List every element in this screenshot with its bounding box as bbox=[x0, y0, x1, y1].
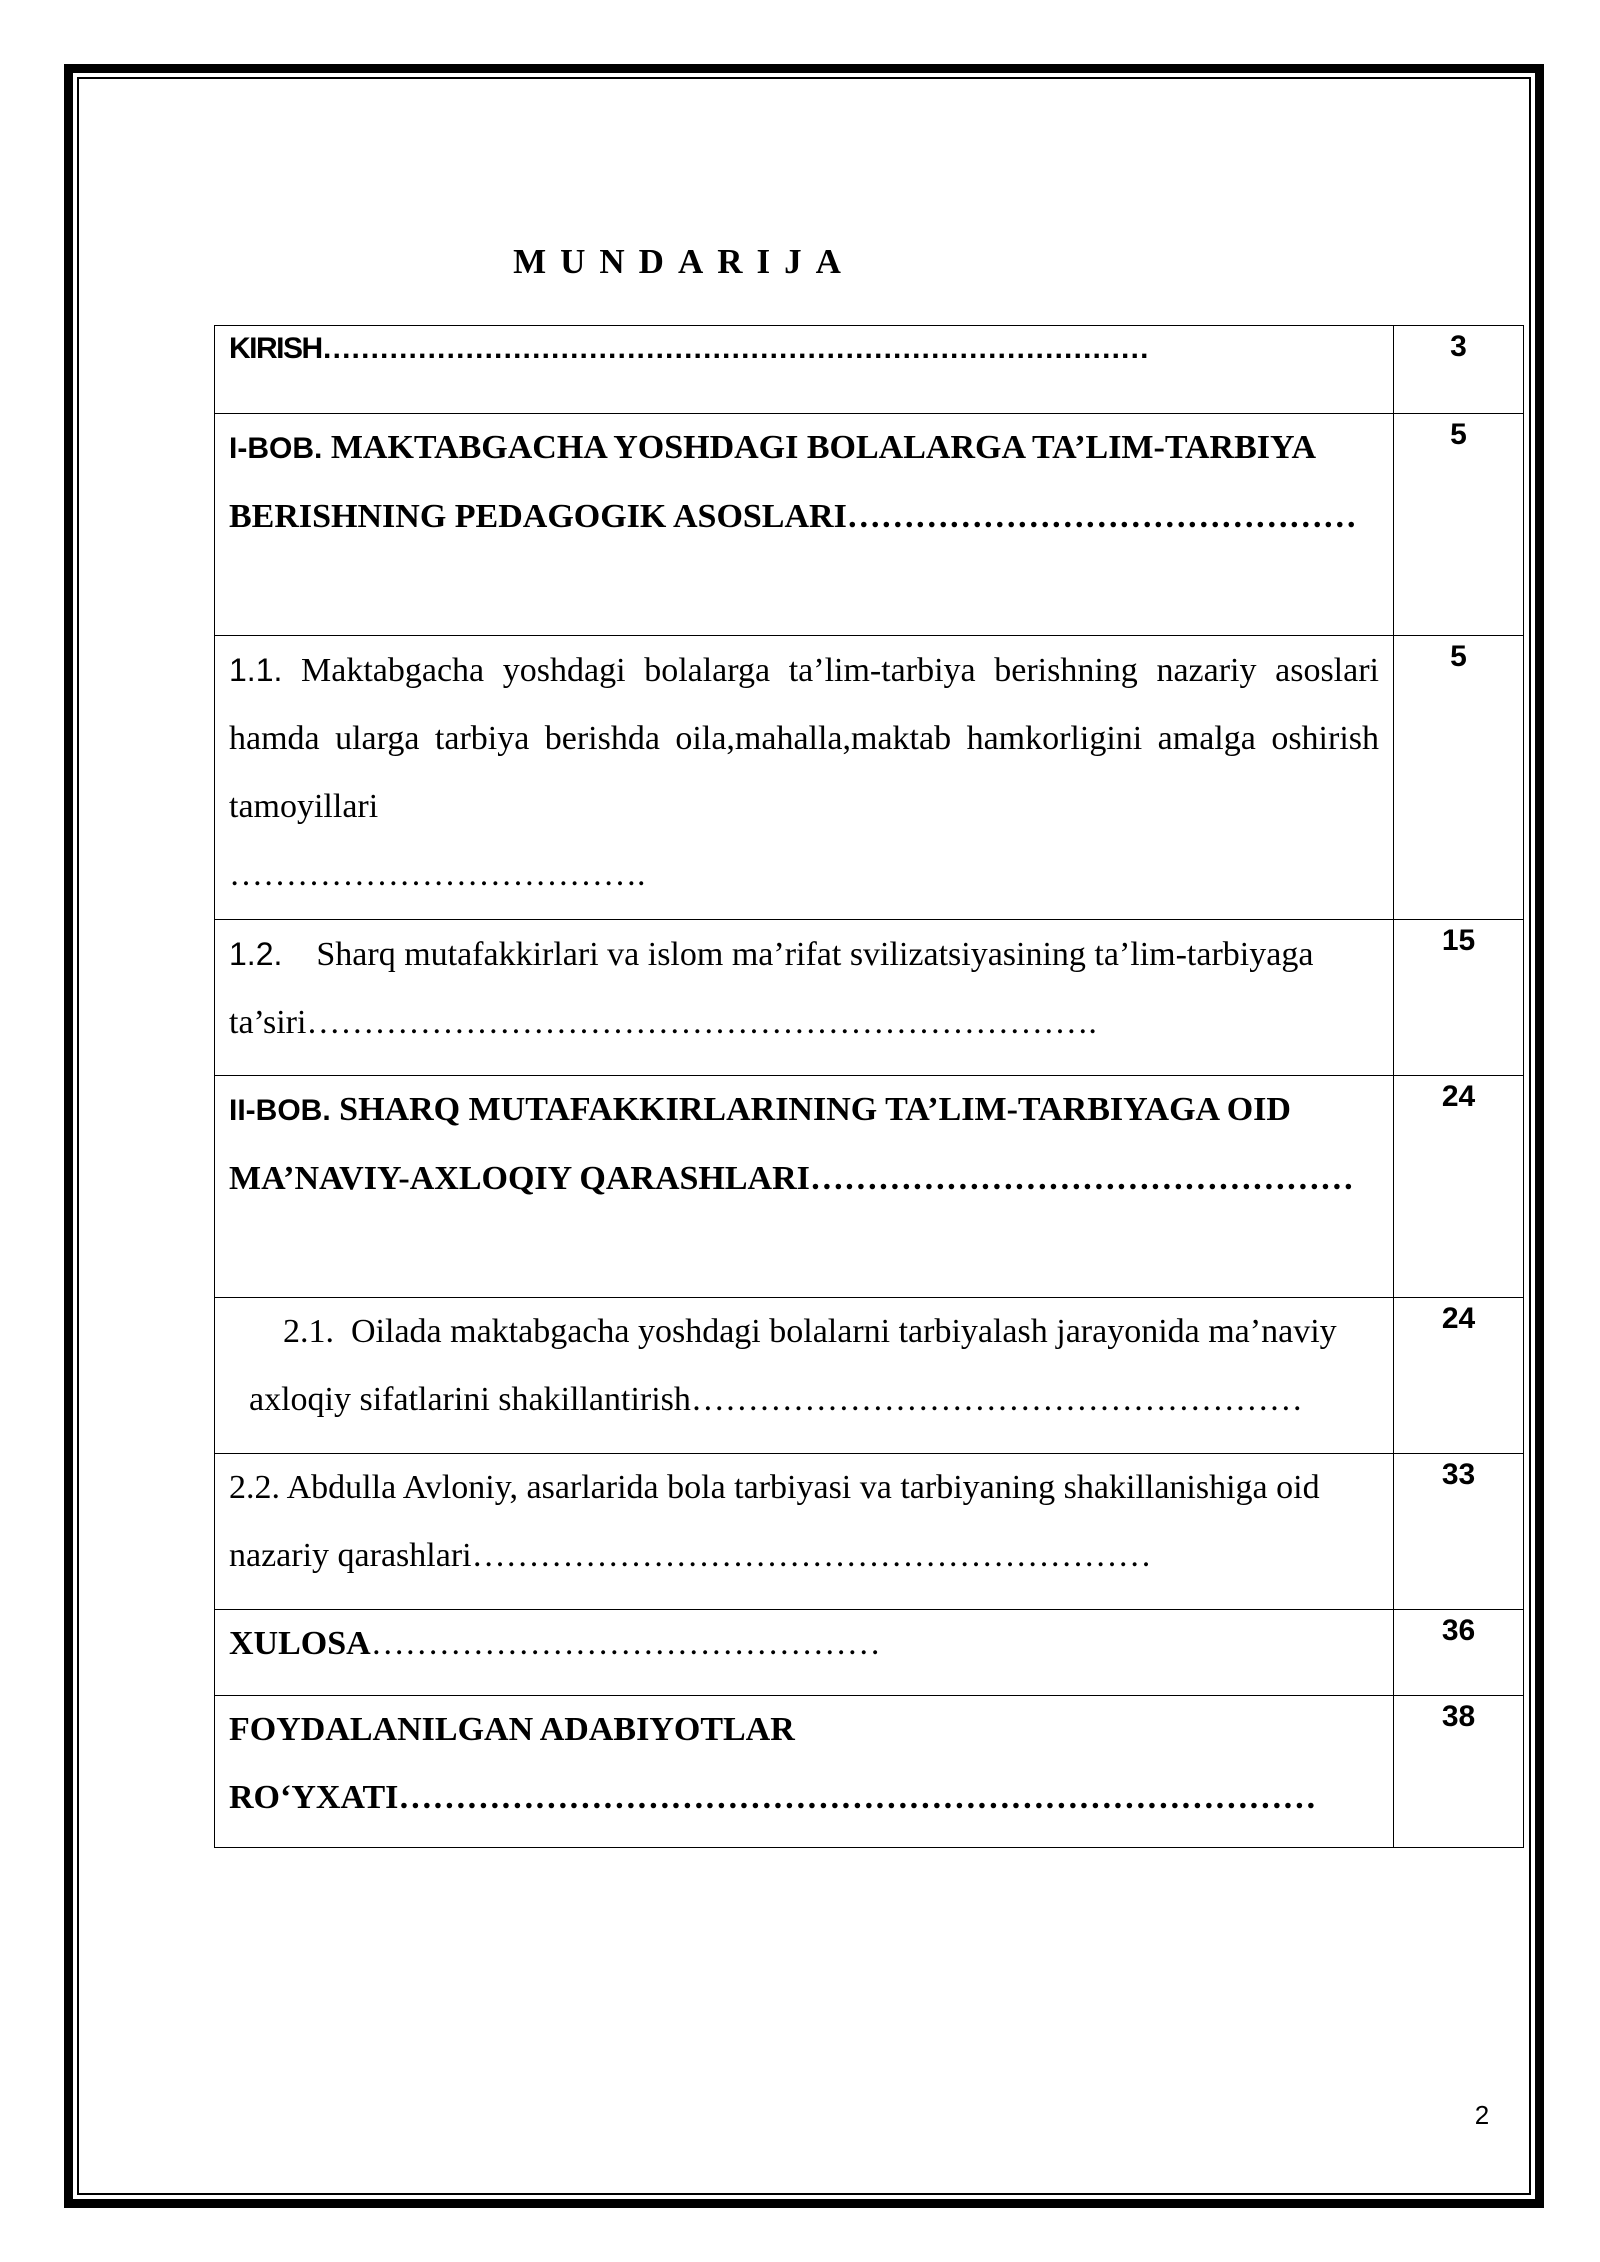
toc-entry-prefix: KIRISH bbox=[229, 332, 322, 365]
toc-entry bbox=[215, 1076, 1394, 1298]
toc-entry-text: …………………………………………………………………………… bbox=[321, 332, 1149, 365]
toc-entry-prefix: II-BOB. bbox=[229, 1094, 331, 1127]
toc-entry bbox=[215, 1696, 1394, 1848]
toc-entry-text: MAKTABGACHA YOSHDAGI BOLALARGA TA’LIM-TARBIYA BERISHNING PEDAGOGIK ASOSLARI……………………………………… bbox=[229, 429, 1357, 535]
toc-entry bbox=[215, 1454, 1394, 1610]
toc-row bbox=[215, 1454, 1524, 1610]
toc-entry-text: Maktabgacha yoshdagi bolalarga ta’lim-tarbiya berishning nazariy asoslari hamda ularga tarbiya berishda oila,mahalla,maktab hamkorligini amalga oshirish tamoyillari bbox=[229, 652, 1379, 825]
toc-entry-prefix: I-BOB. bbox=[229, 432, 323, 465]
toc-page-number: 3 bbox=[1394, 326, 1524, 414]
toc-entry-prefix: FOYDALANILGAN ADABIYOTLAR bbox=[229, 1711, 795, 1748]
toc-row bbox=[215, 920, 1524, 1076]
toc-entry-prefix: 1.1. bbox=[229, 652, 283, 688]
toc-row bbox=[215, 1610, 1524, 1696]
toc-entry bbox=[215, 414, 1394, 636]
toc-entry-prefix: 2.1. bbox=[283, 1313, 334, 1350]
toc-entry-prefix: XULOSA bbox=[229, 1625, 371, 1662]
toc-entry-text: RO‘YXATI……………………………………………………………………… bbox=[229, 1779, 1317, 1816]
toc-entry-leader: ………………………………. bbox=[229, 856, 646, 893]
toc-entry-text: ……………………………………… bbox=[370, 1625, 881, 1662]
toc-row bbox=[215, 1298, 1524, 1454]
toc-entry-prefix: 2.2. bbox=[229, 1469, 280, 1506]
toc-page-number: 33 bbox=[1394, 1454, 1524, 1610]
toc-row bbox=[215, 1696, 1524, 1848]
toc-entry bbox=[215, 636, 1394, 920]
toc-page-number: 5 bbox=[1394, 414, 1524, 636]
toc-entry bbox=[215, 326, 1394, 414]
toc-entry bbox=[215, 1298, 1394, 1454]
toc-entry bbox=[215, 1610, 1394, 1696]
toc-page-number: 24 bbox=[1394, 1076, 1524, 1298]
toc-page-number: 38 bbox=[1394, 1696, 1524, 1848]
toc-page-number: 24 bbox=[1394, 1298, 1524, 1454]
toc-row bbox=[215, 414, 1524, 636]
document-title: MUNDARIJA bbox=[513, 242, 855, 281]
toc-page-number: 15 bbox=[1394, 920, 1524, 1076]
toc-entry-text: SHARQ MUTAFAKKIRLARINING TA’LIM-TARBIYAGA OID MA’NAVIY-AXLOQIY QARASHLARI………………………………………… bbox=[229, 1091, 1354, 1197]
table-of-contents bbox=[214, 325, 1524, 1848]
toc-entry bbox=[215, 920, 1394, 1076]
toc-entry-prefix: 1.2. bbox=[229, 936, 283, 972]
toc-entry-text: Sharq mutafakkirlari va islom ma’rifat svilizatsiyasining ta’lim-tarbiyaga ta’siri……………………………………………………………. bbox=[229, 936, 1314, 1041]
toc-row bbox=[215, 1076, 1524, 1298]
toc-entry-text: Oilada maktabgacha yoshdagi bolalarni tarbiyalash jarayonida ma’naviy axloqiy sifatlarini shakillantirish……………………………………………… bbox=[249, 1313, 1337, 1418]
toc-page-number: 36 bbox=[1394, 1610, 1524, 1696]
toc-entry-text: Abdulla Avloniy, asarlarida bola tarbiyasi va tarbiyaning shakillanishiga oid nazariy qarashlari…………………………………………………… bbox=[229, 1469, 1320, 1574]
toc-row bbox=[215, 326, 1524, 414]
toc-page-number: 5 bbox=[1394, 636, 1524, 920]
toc-row bbox=[215, 636, 1524, 920]
page-number: 2 bbox=[1474, 2100, 1490, 2130]
